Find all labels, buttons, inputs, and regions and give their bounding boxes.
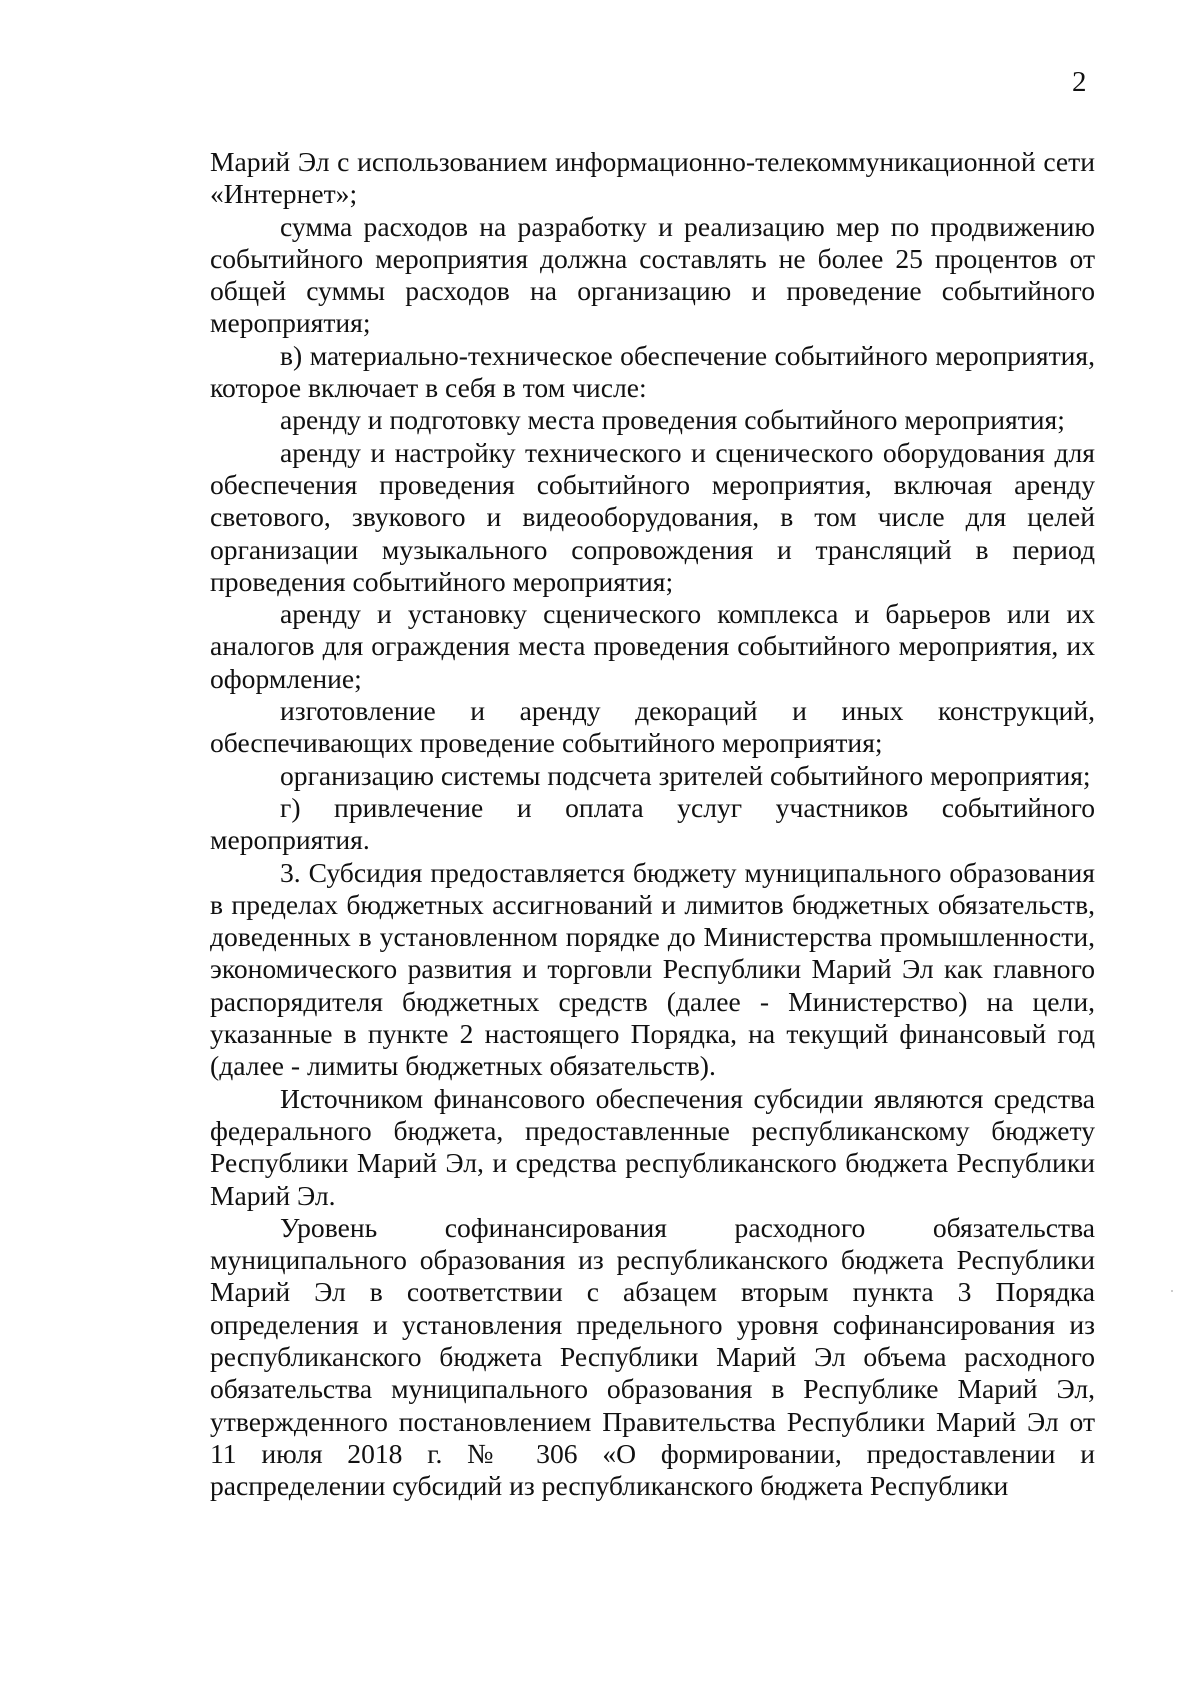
paragraph: изготовление и аренду декораций и иных конструкций, обеспечивающих проведение событийного мероприятия; bbox=[210, 695, 1095, 759]
paragraph: аренду и настройку технического и сценического оборудования для обеспечения проведения событийного мероприятия, включая аренду светового, звукового и видеооборудования, в том числе для целей организации музыкального сопровождения и трансляций в период проведения событийного мероприятия; bbox=[210, 436, 1095, 597]
paragraph: Марий Эл с использованием информационно-телекоммуникационной сети «Интернет»; bbox=[210, 146, 1095, 210]
paragraph: в) материально-техническое обеспечение событийного мероприятия, которое включает в себя в том числе: bbox=[210, 339, 1095, 404]
paragraph: Уровень софинансирования расходного обязательства муниципального образования из республиканского бюджета Республики Марий Эл в соответствии с абзацем вторым пункта 3 Порядка определения и установления предельного уровня софинансирования из республиканского бюджета Республики Марий Эл объема расходного обязательства муниципального образования в Республике Марий Эл, утвержденного постановлением Правительства Республики Марий Эл от 11 июля 2018 г. № 306 «О формировании, предоставлении и распределении субсидий из республиканского бюджета Республики bbox=[210, 1211, 1095, 1502]
scan-artifact bbox=[1171, 1290, 1173, 1292]
paragraph: г) привлечение и оплата услуг участников событийного мероприятия. bbox=[210, 791, 1095, 856]
page-number: 2 bbox=[1072, 66, 1087, 98]
paragraph: организацию системы подсчета зрителей событийного мероприятия; bbox=[280, 759, 1091, 791]
paragraph: Источником финансового обеспечения субсидии являются средства федерального бюджета, предоставленные республиканскому бюджету Республики Марий Эл, и средства республиканского бюджета Республики Марий Эл. bbox=[210, 1082, 1095, 1211]
paragraph: 3. Субсидия предоставляется бюджету муниципального образования в пределах бюджетных ассигнований и лимитов бюджетных обязательств, доведенных в установленном порядке до Министерства промышленности, экономического развития и торговли Республики Марий Эл как главного распорядителя бюджетных средств (далее - Министерство) на цели, указанные в пункте 2 настоящего Порядка, на текущий финансовый год (далее - лимиты бюджетных обязательств). bbox=[210, 856, 1095, 1082]
document-body bbox=[210, 146, 1095, 1502]
paragraph: сумма расходов на разработку и реализацию мер по продвижению событийного мероприятия должна составлять не более 25 процентов от общей суммы расходов на организацию и проведение событийного мероприятия; bbox=[210, 210, 1095, 339]
paragraph: аренду и подготовку места проведения событийного мероприятия; bbox=[280, 404, 1065, 436]
paragraph: аренду и установку сценического комплекса и барьеров или их аналогов для ограждения места проведения событийного мероприятия, их оформление; bbox=[210, 598, 1095, 694]
